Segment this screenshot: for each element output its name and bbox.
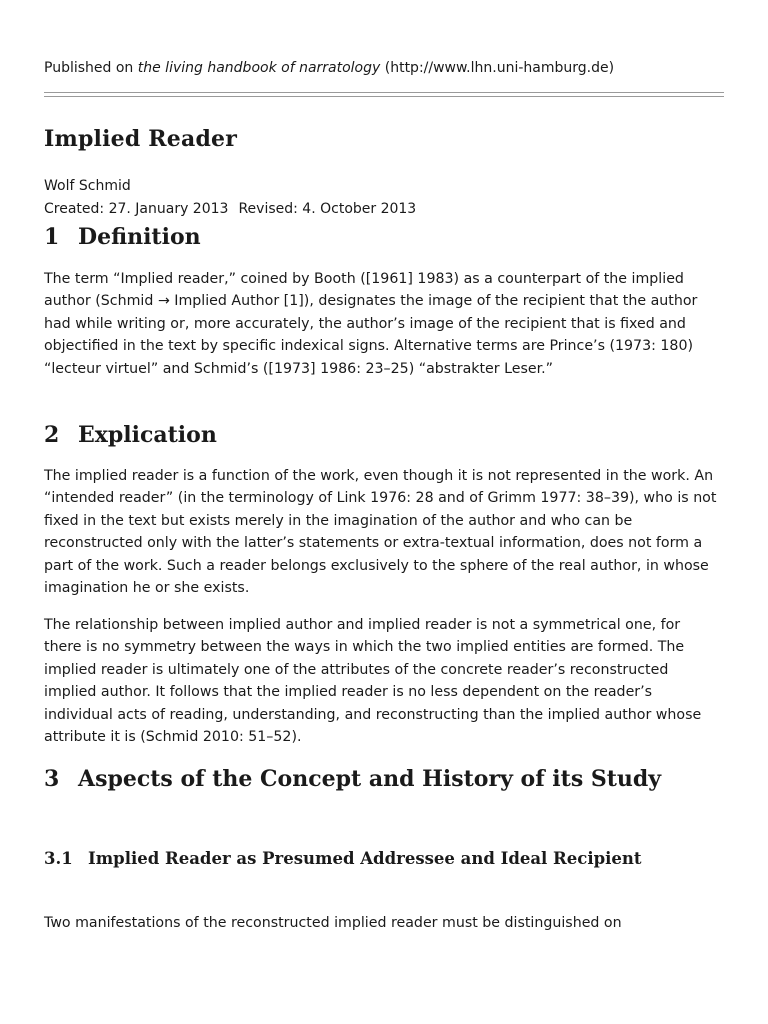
section-number: 3 bbox=[44, 766, 60, 792]
section-heading-aspects bbox=[44, 762, 704, 797]
header-source-title: the living handbook of narratology bbox=[137, 60, 381, 76]
section-title: Aspects of the Concept and History of its Study bbox=[78, 766, 662, 792]
definition-paragraph: The term “Implied reader,” coined by Booth ([1961] 1983) as a counterpart of the implied author (Schmid → Implied Author [1]), designates the image of the recipient that the author had while writing or, more accurately, the author’s image of the recipient that is fixed and objectified in the text by specific indexical signs. Alternative terms are Prince’s (1973: 180) “lecteur virtuel” and Schmid’s ([1973] 1986: 23–25) “abstrakter Leser.” bbox=[44, 271, 698, 377]
explication-paragraph-2: The relationship between implied author and implied reader is not a symmetrical one, for there is no symmetry between the ways in which the two implied entities are formed. The implied reader is ultimately one of the attributes of the concrete reader’s reconstructed implied author. It follows that the implied reader is no less dependent on the reader’s individual acts of reading, understanding, and reconstructing than the implied author whose attribute it is (Schmid 2010: 51–52). bbox=[44, 617, 702, 746]
header-prefix: Published on bbox=[44, 60, 138, 76]
header-divider bbox=[44, 92, 724, 97]
article-dates bbox=[44, 198, 416, 220]
revised-date: Revised: 4. October 2013 bbox=[238, 201, 417, 217]
section-heading-explication bbox=[44, 420, 217, 450]
section-number: 2 bbox=[44, 422, 60, 448]
section-heading-definition bbox=[44, 222, 201, 252]
header-source-url: (http://www.lhn.uni-hamburg.de) bbox=[380, 60, 615, 76]
article-title: Implied Reader bbox=[44, 126, 238, 152]
created-date: Created: 27. January 2013 bbox=[44, 201, 229, 217]
subsection-number: 3.1 bbox=[44, 849, 73, 868]
subsection-title: Implied Reader as Presumed Addressee and Ideal Recipient bbox=[88, 849, 642, 868]
subsection-heading-3-1 bbox=[44, 845, 684, 872]
section-title: Explication bbox=[78, 422, 217, 448]
section-number: 1 bbox=[44, 224, 60, 250]
explication-paragraph-1: The implied reader is a function of the work, even though it is not represented in the work. An “intended reader” (in the terminology of Link 1976: 28 and of Grimm 1977: 38–39), who is not fixed in the text but exists merely in the imagination of the author and who can be reconstructed only with the latter’s statements or extra-textual information, does not form a part of the work. Such a reader belongs exclusively to the sphere of the real author, in whose imagination he or she exists. bbox=[44, 468, 717, 597]
publication-header bbox=[44, 59, 724, 77]
subsection-paragraph: Two manifestations of the reconstructed implied reader must be distinguished on bbox=[44, 915, 622, 931]
section-title: Definition bbox=[78, 224, 201, 250]
article-author: Wolf Schmid bbox=[44, 178, 131, 194]
